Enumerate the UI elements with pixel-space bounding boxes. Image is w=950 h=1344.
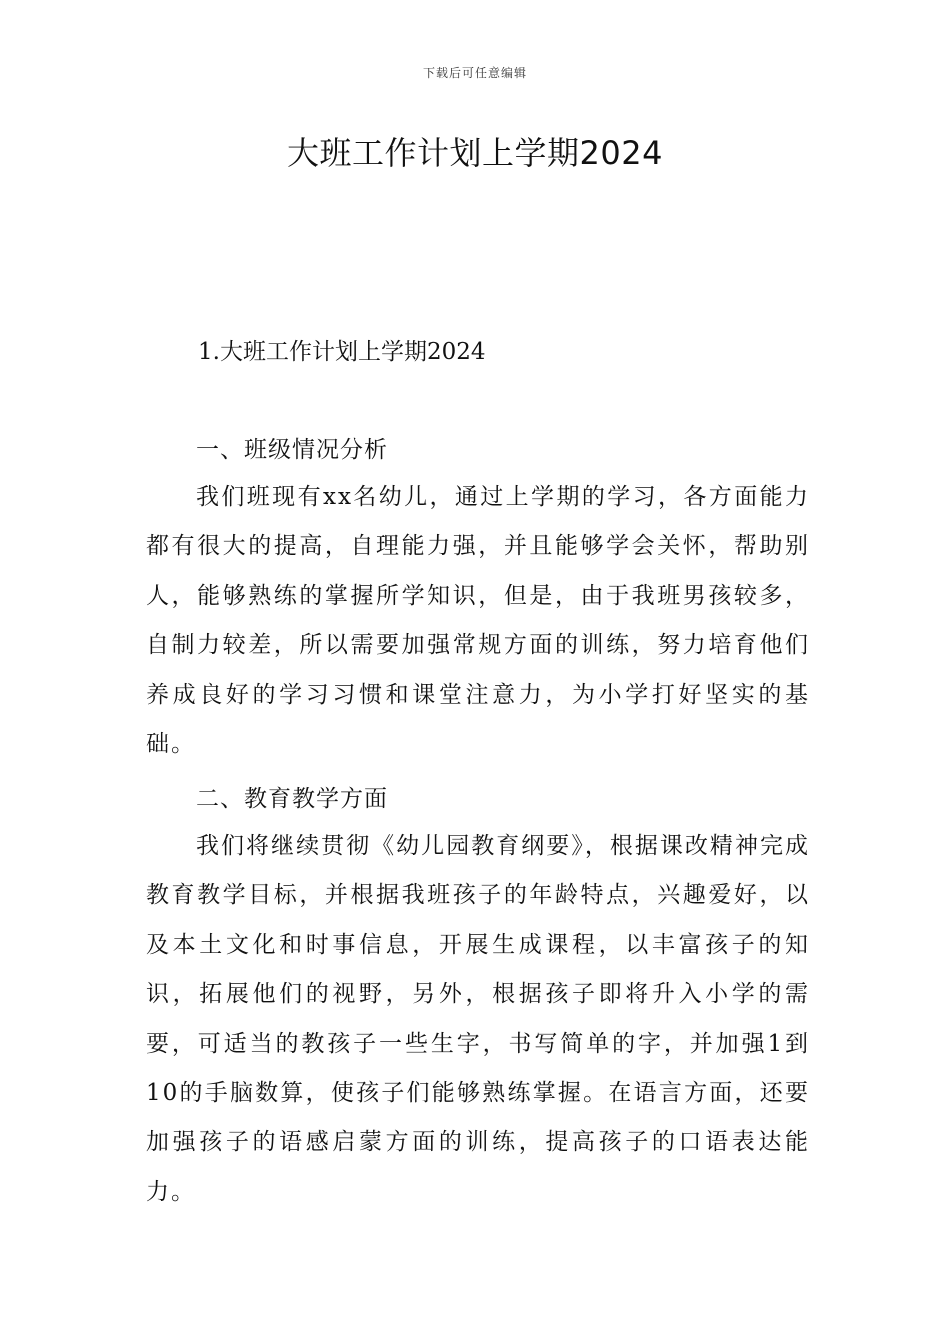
section-paragraph: 我们将继续贯彻《幼儿园教育纲要》，根据课改精神完成教育教学目标，并根据我班孩子的年龄特点，兴趣爱好，以及本土文化和时事信息，开展生成课程，以丰富孩子的知识，拓展他们的视野，另外，根据孩子即将升入小学的需要，可适当的教孩子一些生字，书写简单的字，并加强1到10的手脑数算，使孩子们能够熟练掌握。在语言方面，还要加强孩子的语感启蒙方面的训练，提高孩子的口语表达能力。 xyxy=(146,833,810,1205)
document-title: 大班工作计划上学期2024 xyxy=(287,134,663,172)
document-subtitle: 1.大班工作计划上学期2024 xyxy=(198,339,486,365)
section-heading: 一、班级情况分析 xyxy=(196,437,388,463)
header-note: 下载后可任意编辑 xyxy=(422,66,527,80)
section-heading: 二、教育教学方面 xyxy=(196,786,388,812)
section-paragraph: 我们班现有xx名幼儿，通过上学期的学习，各方面能力都有很大的提高，自理能力强，并且能够学会关怀，帮助别人，能够熟练的掌握所学知识，但是，由于我班男孩较多，自制力较差，所以需要加强常规方面的训练，努力培育他们养成良好的学习习惯和课堂注意力，为小学打好坚实的基础。 xyxy=(146,484,810,758)
